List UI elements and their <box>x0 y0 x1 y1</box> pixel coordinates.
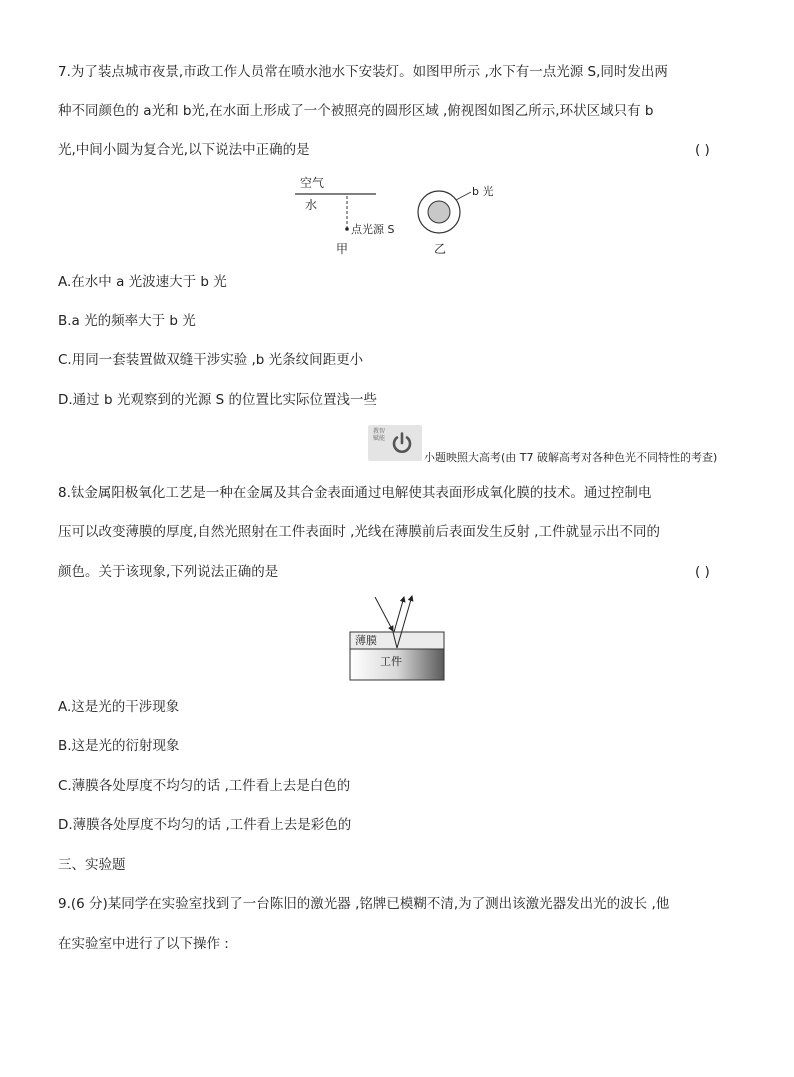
exam-link-note: 小题映照大高考(由 T7 破解高考对各种色光不同特性的考查) <box>424 451 718 464</box>
air-label: 空气 <box>300 176 325 190</box>
point-source-label: 点光源 S <box>351 223 395 236</box>
q7-answer-blank: ( ) <box>695 142 710 158</box>
figure-yi-label: 乙 <box>434 242 447 256</box>
q7-stem-line-1: 7.为了装点城市夜景,市政工作人员常在喷水池水下安装灯。如图甲所示 ,水下有一点光源 S,同时发出两 <box>58 64 668 80</box>
section-title-experiment: 三、实验题 <box>58 857 126 873</box>
qr-code-box[interactable] <box>368 425 422 461</box>
q7-figure <box>290 172 510 260</box>
q7-option-d: D.通过 b 光观察到的光源 S 的位置比实际位置浅一些 <box>58 392 377 408</box>
water-label: 水 <box>305 198 318 212</box>
b-light-pointer-line <box>456 192 471 200</box>
reflected-ray-1 <box>394 597 404 632</box>
q8-option-a: A.这是光的干涉现象 <box>58 699 180 715</box>
q8-answer-blank: ( ) <box>695 564 710 580</box>
q7-option-c: C.用同一套装置做双缝干涉实验 ,b 光条纹间距更小 <box>58 352 364 368</box>
power-icon <box>390 431 414 455</box>
qr-label: 教智赋能 <box>373 428 386 442</box>
b-light-label: b 光 <box>472 185 494 198</box>
q8-stem-line-1: 8.钛金属阳极氧化工艺是一种在金属及其合金表面通过电解使其表面形成氧化膜的技术。通过控制电 <box>58 485 652 501</box>
q7-option-a: A.在水中 a 光波速大于 b 光 <box>58 274 227 290</box>
q8-option-c: C.薄膜各处厚度不均匀的话 ,工件看上去是白色的 <box>58 778 351 794</box>
point-source-dot <box>345 227 349 231</box>
q7-stem-line-3: 光,中间小圆为复合光,以下说法中正确的是 <box>58 142 310 158</box>
q7-option-b: B.a 光的频率大于 b 光 <box>58 313 196 329</box>
q8-stem-line-3: 颜色。关于该现象,下列说法正确的是 <box>58 564 279 580</box>
figure-jia-label: 甲 <box>336 242 349 256</box>
q8-option-b: B.这是光的衍射现象 <box>58 738 180 754</box>
q7-stem-line-2: 种不同颜色的 a光和 b光,在水面上形成了一个被照亮的圆形区域 ,俯视图如图乙所示,环状区域只有 b <box>58 103 654 119</box>
q8-option-d: D.薄膜各处厚度不均匀的话 ,工件看上去是彩色的 <box>58 817 352 833</box>
film-label: 薄膜 <box>355 634 377 647</box>
incident-ray <box>375 597 393 631</box>
composite-light-inner-circle <box>428 201 450 223</box>
q9-stem-line-2: 在实验室中进行了以下操作 : <box>58 936 229 952</box>
workpiece-label: 工件 <box>380 655 402 668</box>
q8-thin-film-figure <box>345 593 450 683</box>
q8-stem-line-2: 压可以改变薄膜的厚度,自然光照射在工件表面时 ,光线在薄膜前后表面发生反射 ,工件就显示出不同的 <box>58 524 660 540</box>
q9-stem-line-1: 9.(6 分)某同学在实验室找到了一台陈旧的激光器 ,铭牌已模糊不清,为了测出该激光器发出光的波长 ,他 <box>58 896 670 912</box>
